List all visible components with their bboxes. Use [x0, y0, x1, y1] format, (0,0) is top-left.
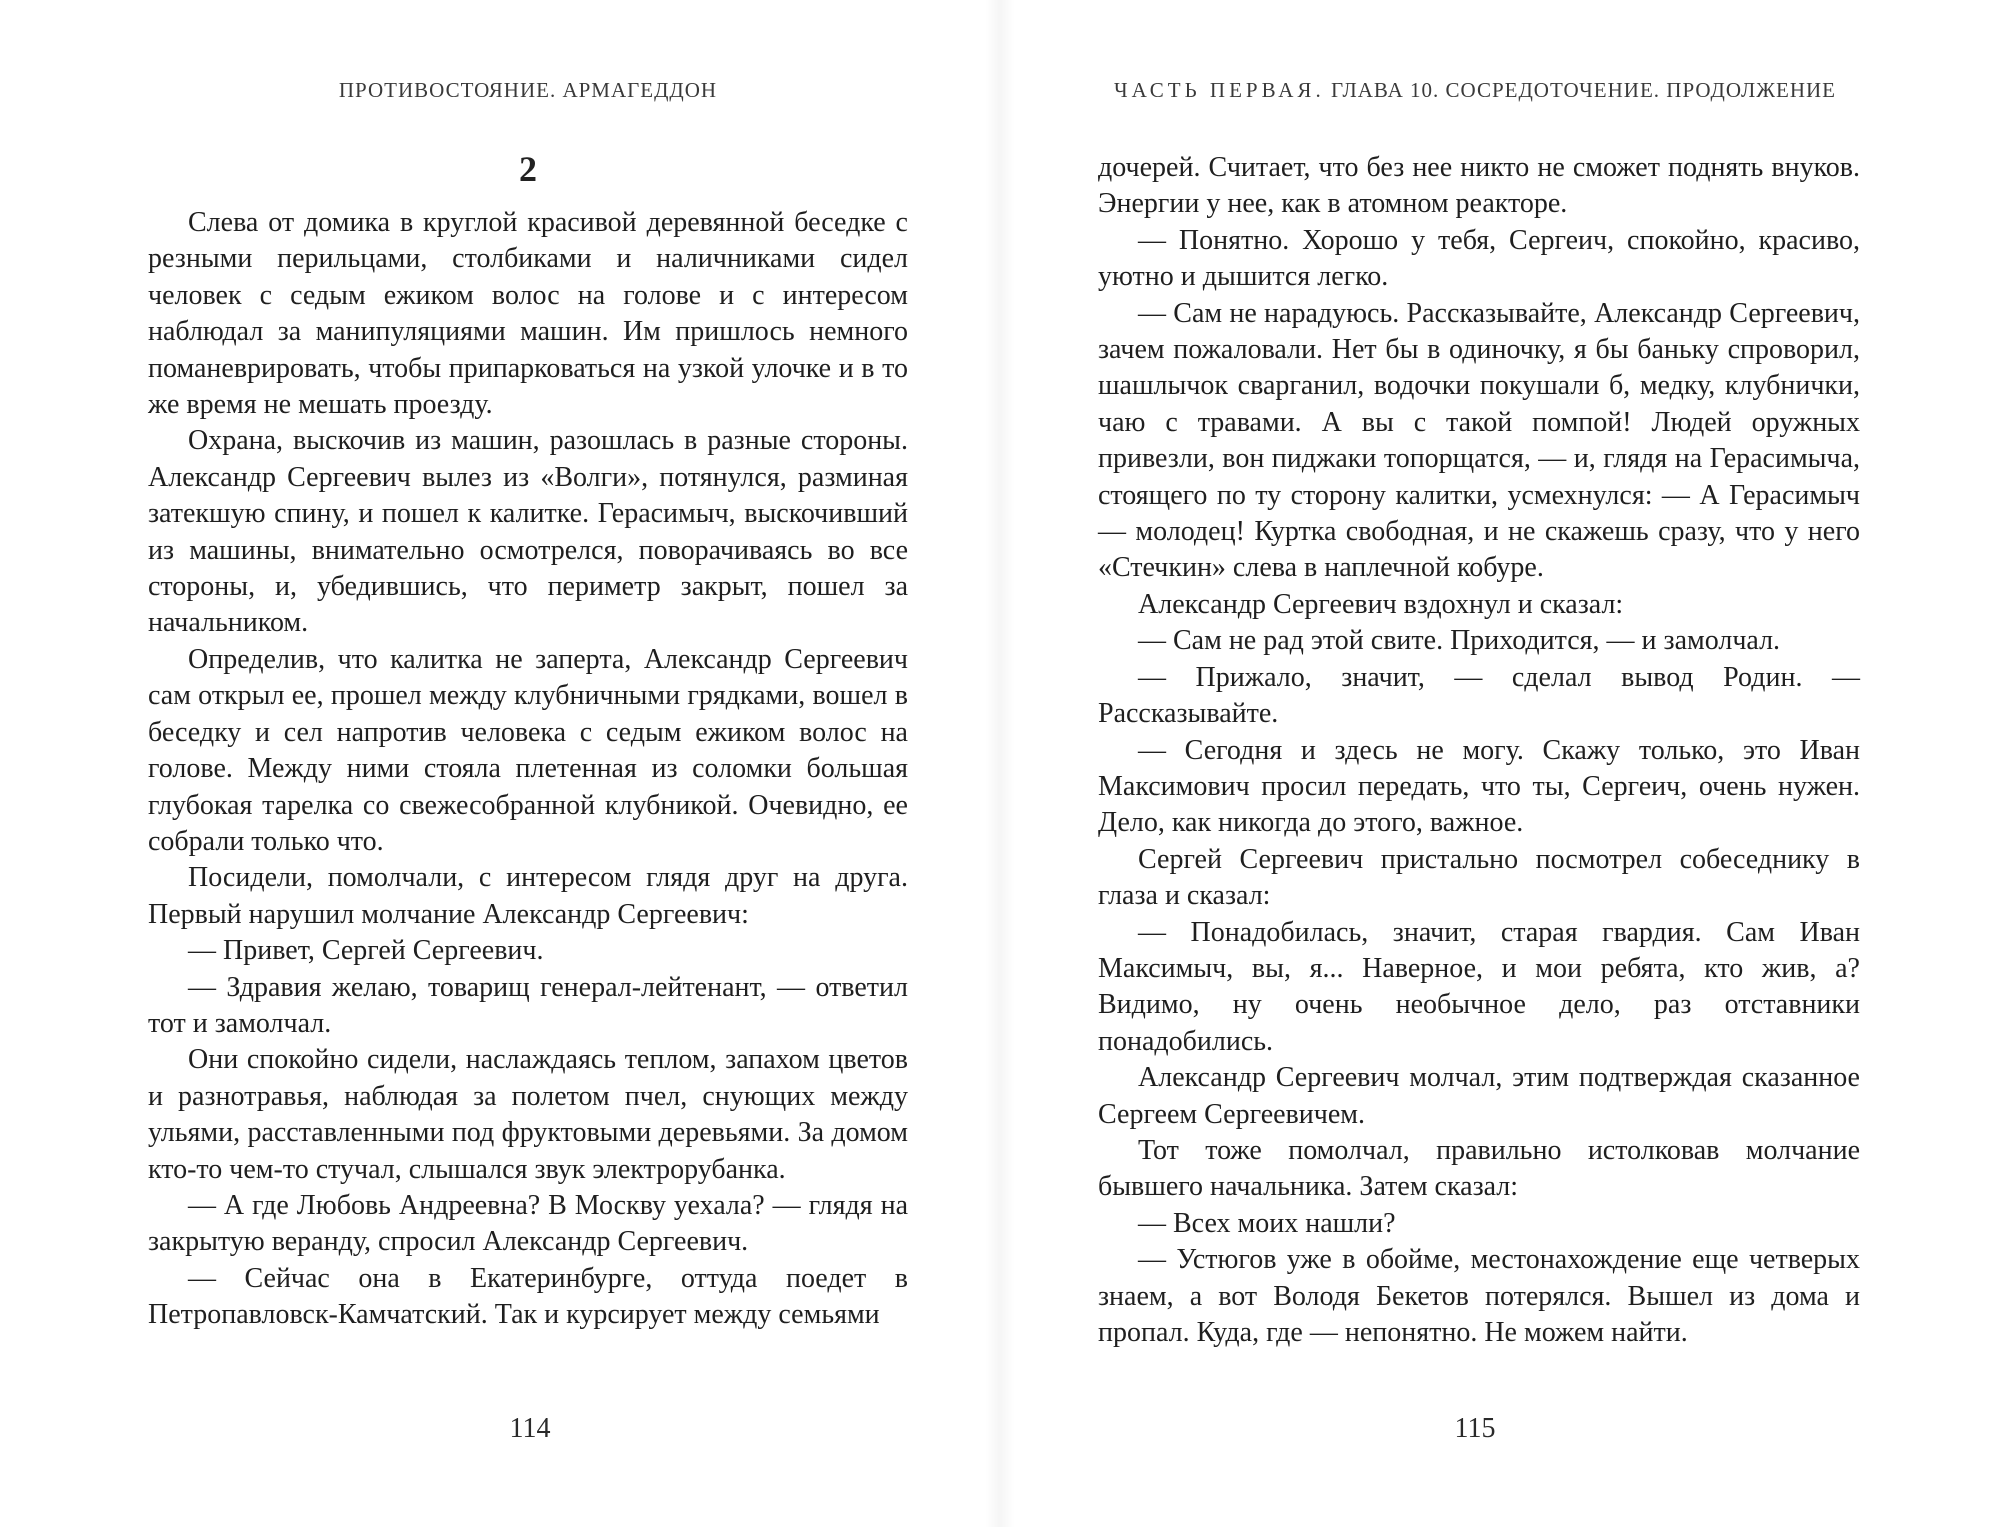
paragraph: — Понадобилась, значит, старая гвардия. Сам Иван Максимыч, вы, я... Наверное, и мои ребята, кто жив, а? Видимо, ну очень необычное дело, раз отставники понадобились. [1098, 916, 1860, 1057]
page-number-right: 115 [1454, 1413, 1496, 1444]
left-page-text [148, 205, 908, 1334]
paragraph: — Устюгов уже в обойме, местонахождение еще четверых знаем, а вот Володя Бекетов потерялся. Вышел из дома и пропал. Куда, где — непонятно. Не можем найти. [1098, 1244, 1860, 1348]
paragraph: Они спокойно сидели, наслаждаясь теплом, запахом цветов и разнотравья, наблюдая за полетом пчел, снующих между ульями, расставленными под фруктовыми деревьями. За домом кто-то чем-то стучал, слышался звук электрорубанка. [148, 1044, 908, 1185]
running-head-part: ЧАСТЬ ПЕРВАЯ. [1114, 78, 1325, 102]
running-head-chapter: ГЛАВА 10. СОСРЕДОТОЧЕНИЕ. ПРОДОЛЖЕНИЕ [1330, 78, 1836, 102]
paragraph: — Сегодня и здесь не могу. Скажу только, это Иван Максимович просил передать, что ты, Сергеич, очень нужен. Дело, как никогда до этого, важное. [1098, 734, 1860, 839]
paragraph-continuation: дочерей. Считает, что без нее никто не сможет поднять внуков. Энергии у нее, как в атомном реакторе. [1098, 152, 1860, 220]
running-head-left [148, 78, 908, 103]
running-head-right [1095, 78, 1855, 103]
paragraph: Тот тоже помолчал, правильно истолковав молчание бывшего начальника. Затем сказал: [1098, 1134, 1860, 1203]
paragraph: Посидели, помолчали, с интересом глядя друг на друга. Первый нарушил молчание Александр Сергеевич: [148, 862, 908, 930]
right-page [1000, 0, 2000, 1527]
chapter-number: 2 [519, 149, 537, 189]
paragraph: Охрана, выскочив из машин, разошлась в разные стороны. Александр Сергеевич вылез из «Волги», потянулся, разминая затекшую спину, и пошел к калитке. Герасимыч, выскочивший из машины, внимательно осмотрелся, поворачиваясь во все стороны, и, убедившись, что периметр закрыт, пошел за начальником. [148, 425, 908, 639]
paragraph: — Привет, Сергей Сергеевич. [188, 935, 544, 967]
paragraph: — Всех моих нашли? [1138, 1207, 1396, 1239]
paragraph: — Сам не рад этой свите. Приходится, — и замолчал. [1138, 625, 1781, 657]
paragraph: — Здравия желаю, товарищ генерал-лейтенант, — ответил тот и замолчал. [148, 971, 908, 1039]
paragraph: — Сам не нарадуюсь. Рассказывайте, Александр Сергеевич, зачем пожаловали. Нет бы в одиночку, я бы баньку спроворил, шашлычок сварганил, водочки покушали б, медку, клубнички, чаю с травами. А вы с такой помпой! Людей оружных привезли, вон пиджаки топорщатся, — и, глядя на Герасимыча, стоящего по ту сторону калитки, усмехнулся: — А Герасимыч — молодец! Куртка свободная, и не скажешь сразу, что у него «Стечкин» слева в наплечной кобуре. [1098, 297, 1860, 584]
paragraph: — А где Любовь Андреевна? В Москву уехала? — глядя на закрытую веранду, спросил Александр Сергеевич. [148, 1189, 908, 1258]
paragraph: Александр Сергеевич вздохнул и сказал: [1138, 588, 1624, 620]
page-number-left: 114 [509, 1413, 551, 1444]
paragraph: Сергей Сергеевич пристально посмотрел собеседнику в глаза и сказал: [1098, 843, 1860, 912]
paragraph: — Понятно. Хорошо у тебя, Сергеич, спокойно, красиво, уютно и дышится легко. [1098, 224, 1860, 293]
paragraph: Определив, что калитка не заперта, Александр Сергеевич сам открыл ее, прошел между клубничными грядками, вошел в беседку и сел напротив человека с седым ежиком волос на голове. Между ними стояла плетенная из соломки большая глубокая тарелка со свежесобранной клубникой. Очевидно, ее собрали только что. [148, 643, 908, 857]
paragraph: Слева от домика в круглой красивой деревянной беседке с резными перильцами, столбиками и наличниками сидел человек с седым ежиком волос на голове и с интересом наблюдал за манипуляциями машин. Им пришлось немного поманеврировать, чтобы припарковаться на узкой улочке и в то же время не мешать проезду. [148, 207, 908, 421]
paragraph: — Прижало, значит, — сделал вывод Родин. — Рассказывайте. [1098, 661, 1860, 730]
paragraph: — Сейчас она в Екатеринбурге, оттуда поедет в Петропавловск-Камчатский. Так и курсирует между семьями [148, 1262, 908, 1331]
right-page-text [1098, 150, 1860, 1351]
book-gutter [985, 0, 1015, 1527]
running-head-title: ПРОТИВОСТОЯНИЕ. АРМАГЕДДОН [338, 78, 718, 102]
paragraph: Александр Сергеевич молчал, этим подтверждая сказанное Сергеем Сергеевичем. [1098, 1062, 1860, 1130]
